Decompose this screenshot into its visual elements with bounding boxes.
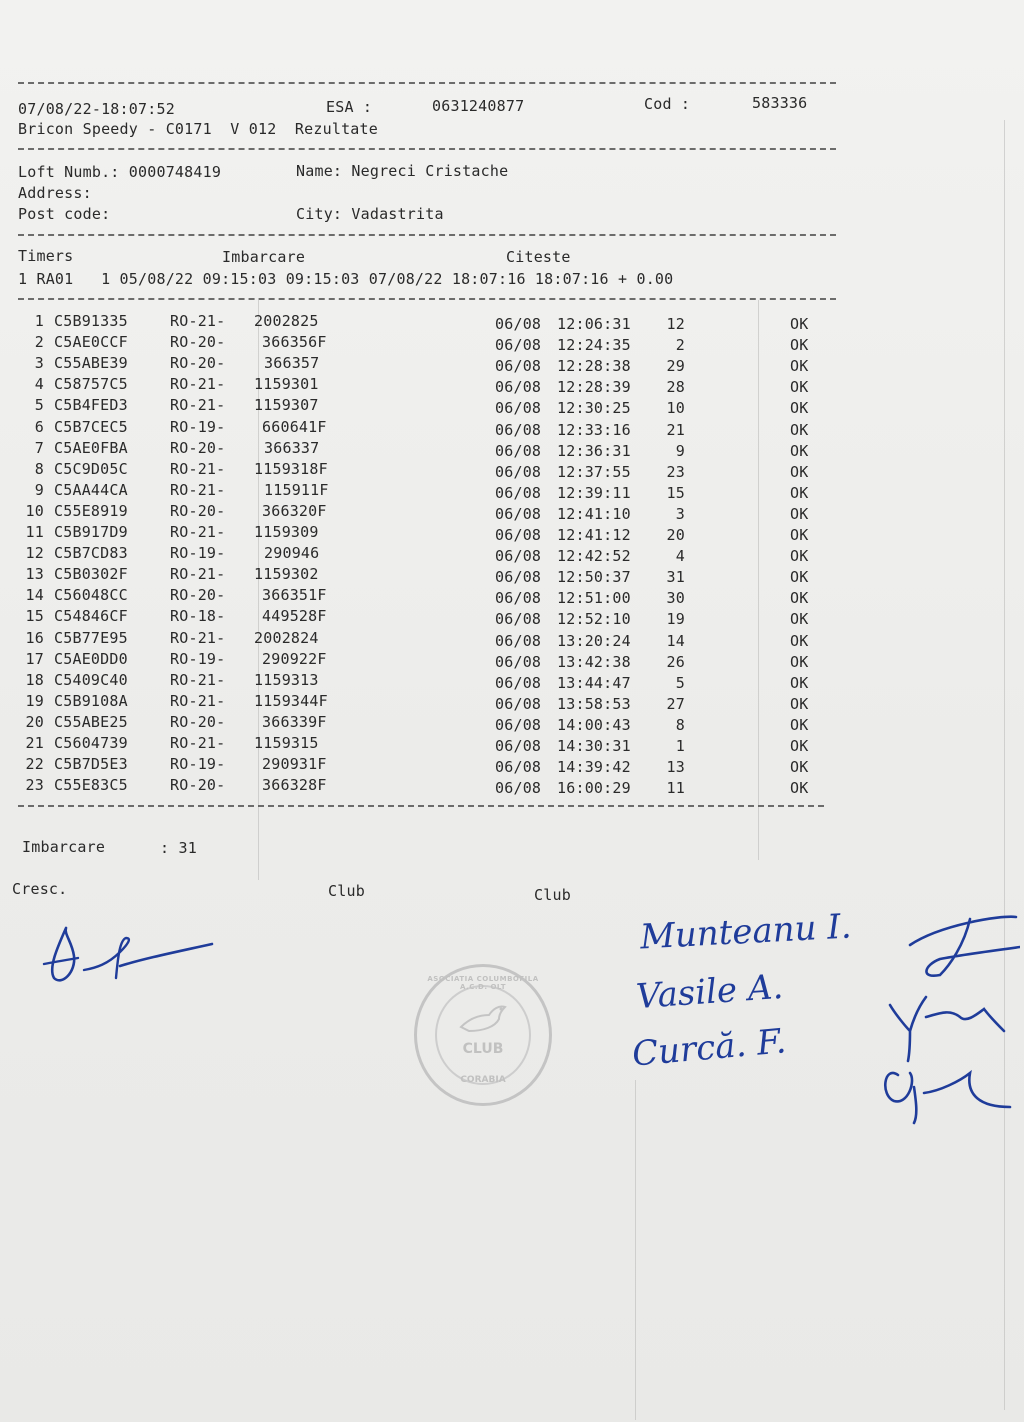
row-chip: C5B9108A: [54, 691, 128, 710]
printer-streak: [635, 1080, 636, 1420]
row-date: 06/08: [495, 547, 542, 566]
row-chip: C5B7CD83: [54, 544, 128, 563]
row-status: OK: [790, 610, 809, 629]
row-chip: C5B77E95: [54, 628, 128, 647]
row-num: 366339F: [262, 712, 327, 731]
row-num: 290931F: [262, 755, 327, 774]
row-time: 12:33:16: [557, 420, 631, 439]
row-date: 06/08: [495, 420, 542, 439]
row-no: 4: [34, 375, 44, 394]
row-status: OK: [790, 315, 809, 333]
row-num: 1159313: [254, 670, 319, 689]
row-date: 06/08: [495, 504, 542, 523]
row-no: 10: [25, 501, 44, 520]
row-time: 14:30:31: [557, 737, 631, 755]
stamp-center-text: CLUB: [462, 1041, 504, 1057]
row-chip: C5B7D5E3: [54, 755, 128, 774]
row-time: 12:37:55: [557, 462, 631, 481]
stamp-bottom-text: CORABIA: [460, 1075, 506, 1085]
row-pos: 12: [666, 315, 685, 333]
committee-initials: [880, 905, 1020, 1125]
row-time: 13:20:24: [557, 631, 631, 650]
row-time: 12:50:37: [557, 568, 631, 587]
row-date: 06/08: [495, 336, 542, 355]
row-ring: RO-20-: [170, 586, 226, 605]
row-date: 06/08: [495, 462, 542, 481]
row-date: 06/08: [495, 357, 542, 376]
row-time: 12:42:52: [557, 547, 631, 566]
row-status: OK: [790, 631, 809, 650]
row-date: 06/08: [495, 399, 542, 418]
row-no: 14: [25, 586, 44, 605]
row-date: 06/08: [495, 737, 542, 755]
row-time: 13:44:47: [557, 673, 631, 692]
row-ring: RO-21-: [170, 480, 226, 499]
dashed-divider: [18, 82, 836, 84]
row-ring: RO-21-: [170, 375, 226, 394]
imbarcare-header: Imbarcare: [222, 248, 306, 266]
row-time: 13:42:38: [557, 652, 631, 671]
row-ring: RO-19-: [170, 649, 226, 668]
row-time: 14:39:42: [557, 758, 631, 777]
table-row: [0, 544, 900, 565]
row-num: 366328F: [262, 776, 327, 795]
row-pos: 1: [675, 737, 685, 755]
row-pos: 28: [666, 378, 685, 397]
row-chip: C5B4FED3: [54, 396, 128, 415]
committee-signature-1: Munteanu I.: [639, 906, 853, 958]
row-date: 06/08: [495, 441, 542, 460]
row-num: 2002825: [254, 312, 319, 330]
row-ring: RO-18-: [170, 607, 226, 626]
row-ring: RO-19-: [170, 544, 226, 563]
row-chip: C55E83C5: [54, 776, 128, 795]
row-pos: 27: [666, 694, 685, 713]
row-ring: RO-20-: [170, 501, 226, 520]
row-chip: C54846CF: [54, 607, 128, 626]
row-time: 12:30:25: [557, 399, 631, 418]
row-no: 7: [34, 438, 44, 457]
esa-value: 0631240877: [432, 97, 525, 115]
dashed-divider: [18, 298, 836, 300]
row-status: OK: [790, 673, 809, 692]
row-pos: 8: [675, 715, 685, 734]
row-date: 06/08: [495, 694, 542, 713]
row-ring: RO-19-: [170, 417, 226, 436]
table-row: [0, 523, 900, 544]
device-line: Bricon Speedy - C0171 V 012 Rezultate: [18, 120, 378, 138]
row-date: 06/08: [495, 526, 542, 544]
table-row: [0, 312, 900, 333]
table-row: [0, 396, 900, 417]
post-code-label: Post code:: [18, 205, 111, 223]
row-pos: 5: [675, 673, 685, 692]
row-chip: C5AA44CA: [54, 480, 128, 499]
table-row: [0, 713, 900, 734]
row-ring: RO-20-: [170, 438, 226, 457]
row-num: 290922F: [262, 649, 327, 668]
row-chip: C5B917D9: [54, 523, 128, 541]
citeste-header: Citeste: [506, 248, 571, 266]
row-time: 12:41:12: [557, 526, 631, 544]
row-status: OK: [790, 336, 809, 355]
row-num: 366356F: [262, 333, 327, 352]
row-ring: RO-21-: [170, 565, 226, 584]
table-row: [0, 671, 900, 692]
imbarcare-total-label: Imbarcare: [22, 838, 106, 856]
committee-signature-3: Curcă. F.: [630, 1021, 788, 1075]
table-row: [0, 755, 900, 776]
row-num: 366320F: [262, 501, 327, 520]
row-ring: RO-20-: [170, 354, 226, 373]
table-row: [0, 481, 900, 502]
row-ring: RO-21-: [170, 396, 226, 415]
row-time: 12:06:31: [557, 315, 631, 333]
row-ring: RO-21-: [170, 670, 226, 689]
row-num: 115911F: [264, 480, 329, 499]
row-no: 6: [34, 417, 44, 436]
row-date: 06/08: [495, 715, 542, 734]
row-num: 366351F: [262, 586, 327, 605]
dashed-divider: [18, 148, 836, 150]
row-pos: 15: [666, 483, 685, 502]
table-row: [0, 333, 900, 354]
row-chip: C5409C40: [54, 670, 128, 689]
row-pos: 29: [666, 357, 685, 376]
row-no: 17: [25, 649, 44, 668]
row-num: 1159302: [254, 565, 319, 584]
row-pos: 20: [666, 526, 685, 544]
row-no: 5: [34, 396, 44, 415]
row-no: 18: [25, 670, 44, 689]
row-pos: 10: [666, 399, 685, 418]
row-ring: RO-21-: [170, 691, 226, 710]
row-ring: RO-20-: [170, 776, 226, 795]
row-date: 06/08: [495, 315, 542, 333]
row-time: 12:39:11: [557, 483, 631, 502]
row-pos: 31: [666, 568, 685, 587]
row-date: 06/08: [495, 779, 542, 798]
row-ring: RO-20-: [170, 712, 226, 731]
committee-signature-2: Vasile A.: [634, 966, 785, 1018]
table-row: [0, 734, 900, 755]
row-time: 16:00:29: [557, 779, 631, 798]
row-ring: RO-21-: [170, 312, 226, 330]
row-chip: C58757C5: [54, 375, 128, 394]
row-pos: 9: [675, 441, 685, 460]
club-label: Club: [328, 882, 365, 900]
row-pos: 19: [666, 610, 685, 629]
row-chip: C55ABE25: [54, 712, 128, 731]
row-chip: C5B0302F: [54, 565, 128, 584]
row-no: 3: [34, 354, 44, 373]
row-chip: C56048CC: [54, 586, 128, 605]
table-row: [0, 776, 900, 797]
row-chip: C5604739: [54, 734, 128, 752]
table-row: [0, 460, 900, 481]
row-num: 1159301: [254, 375, 319, 394]
row-time: 12:41:10: [557, 504, 631, 523]
row-no: 1: [34, 312, 44, 330]
row-chip: C5AE0FBA: [54, 438, 128, 457]
row-time: 12:28:39: [557, 378, 631, 397]
row-num: 449528F: [262, 607, 327, 626]
row-pos: 4: [675, 547, 685, 566]
row-num: 660641F: [262, 417, 327, 436]
row-status: OK: [790, 779, 809, 798]
table-row: [0, 375, 900, 396]
table-row: [0, 418, 900, 439]
row-time: 12:24:35: [557, 336, 631, 355]
row-ring: RO-21-: [170, 523, 226, 541]
row-pos: 11: [666, 779, 685, 798]
timer-line: 1 RA01 1 05/08/22 09:15:03 09:15:03 07/08/22 18:07:16 18:07:16 + 0.00: [18, 270, 674, 288]
row-num: 1159307: [254, 396, 319, 415]
row-no: 12: [25, 544, 44, 563]
table-row: [0, 354, 900, 375]
row-chip: C5B7CEC5: [54, 417, 128, 436]
row-time: 12:36:31: [557, 441, 631, 460]
city: City: Vadastrita: [296, 205, 444, 223]
row-status: OK: [790, 378, 809, 397]
pigeon-icon: [455, 997, 511, 1037]
row-date: 06/08: [495, 568, 542, 587]
row-chip: C5C9D05C: [54, 459, 128, 478]
row-time: 12:52:10: [557, 610, 631, 629]
row-time: 14:00:43: [557, 715, 631, 734]
table-row: [0, 650, 900, 671]
address-label: Address:: [18, 184, 92, 202]
row-status: OK: [790, 737, 809, 755]
row-time: 12:51:00: [557, 589, 631, 608]
row-no: 13: [25, 565, 44, 584]
row-pos: 14: [666, 631, 685, 650]
row-pos: 3: [675, 504, 685, 523]
row-status: OK: [790, 357, 809, 376]
row-pos: 2: [675, 336, 685, 355]
stamp-ring-text: ASOCIATIA COLUMBOFILA A.C.D. OLT: [427, 975, 539, 991]
row-no: 16: [25, 628, 44, 647]
report-datetime: 07/08/22-18:07:52: [18, 100, 175, 118]
row-ring: RO-21-: [170, 628, 226, 647]
row-no: 21: [25, 734, 44, 752]
row-no: 15: [25, 607, 44, 626]
row-chip: C5B91335: [54, 312, 128, 330]
row-num: 1159309: [254, 523, 319, 541]
imbarcare-total-value: : 31: [160, 839, 197, 857]
row-ring: RO-21-: [170, 459, 226, 478]
row-status: OK: [790, 462, 809, 481]
row-date: 06/08: [495, 610, 542, 629]
cod-label: Cod :: [644, 95, 691, 113]
row-status: OK: [790, 547, 809, 566]
breeder-signature: [36, 916, 226, 996]
row-status: OK: [790, 652, 809, 671]
table-row: [0, 692, 900, 713]
row-pos: 26: [666, 652, 685, 671]
dashed-divider: [18, 234, 836, 236]
row-no: 20: [25, 712, 44, 731]
row-num: 1159315: [254, 734, 319, 752]
table-row: [0, 439, 900, 460]
row-date: 06/08: [495, 631, 542, 650]
club-stamp: [414, 964, 552, 1106]
row-no: 22: [25, 755, 44, 774]
row-chip: C55E8919: [54, 501, 128, 520]
row-chip: C5AE0CCF: [54, 333, 128, 352]
row-no: 11: [25, 523, 44, 541]
row-status: OK: [790, 758, 809, 777]
row-no: 9: [34, 480, 44, 499]
row-pos: 13: [666, 758, 685, 777]
row-num: 2002824: [254, 628, 319, 647]
printer-streak: [1004, 120, 1005, 1410]
row-no: 2: [34, 333, 44, 352]
row-date: 06/08: [495, 378, 542, 397]
row-chip: C5AE0DD0: [54, 649, 128, 668]
cod-value: 583336: [752, 94, 808, 112]
row-num: 290946: [264, 544, 320, 563]
table-row: [0, 502, 900, 523]
row-no: 19: [25, 691, 44, 710]
row-no: 8: [34, 459, 44, 478]
row-status: OK: [790, 441, 809, 460]
row-no: 23: [25, 776, 44, 795]
row-num: 366357: [264, 354, 320, 373]
row-ring: RO-21-: [170, 734, 226, 752]
row-status: OK: [790, 483, 809, 502]
row-pos: 21: [666, 420, 685, 439]
table-row: [0, 586, 900, 607]
cresc-label: Cresc.: [12, 880, 68, 898]
owner-name: Name: Negreci Cristache: [296, 162, 509, 180]
table-row: [0, 565, 900, 586]
row-time: 12:28:38: [557, 357, 631, 376]
row-status: OK: [790, 420, 809, 439]
row-ring: RO-19-: [170, 755, 226, 774]
row-pos: 30: [666, 589, 685, 608]
row-pos: 23: [666, 462, 685, 481]
row-date: 06/08: [495, 483, 542, 502]
loft-number: Loft Numb.: 0000748419: [18, 163, 222, 181]
table-row: [0, 629, 900, 650]
row-date: 06/08: [495, 652, 542, 671]
row-date: 06/08: [495, 589, 542, 608]
row-status: OK: [790, 715, 809, 734]
row-num: 366337: [264, 438, 320, 457]
timers-header: Timers: [18, 247, 74, 265]
row-chip: C55ABE39: [54, 354, 128, 373]
dashed-divider: [18, 805, 824, 807]
row-num: 1159318F: [254, 459, 328, 478]
row-status: OK: [790, 568, 809, 587]
esa-label: ESA :: [326, 98, 373, 116]
row-status: OK: [790, 399, 809, 418]
row-status: OK: [790, 504, 809, 523]
row-date: 06/08: [495, 673, 542, 692]
table-row: [0, 607, 900, 628]
club-label: Club: [534, 886, 571, 904]
row-status: OK: [790, 526, 809, 544]
row-status: OK: [790, 694, 809, 713]
row-num: 1159344F: [254, 691, 328, 710]
row-status: OK: [790, 589, 809, 608]
row-time: 13:58:53: [557, 694, 631, 713]
row-ring: RO-20-: [170, 333, 226, 352]
row-date: 06/08: [495, 758, 542, 777]
